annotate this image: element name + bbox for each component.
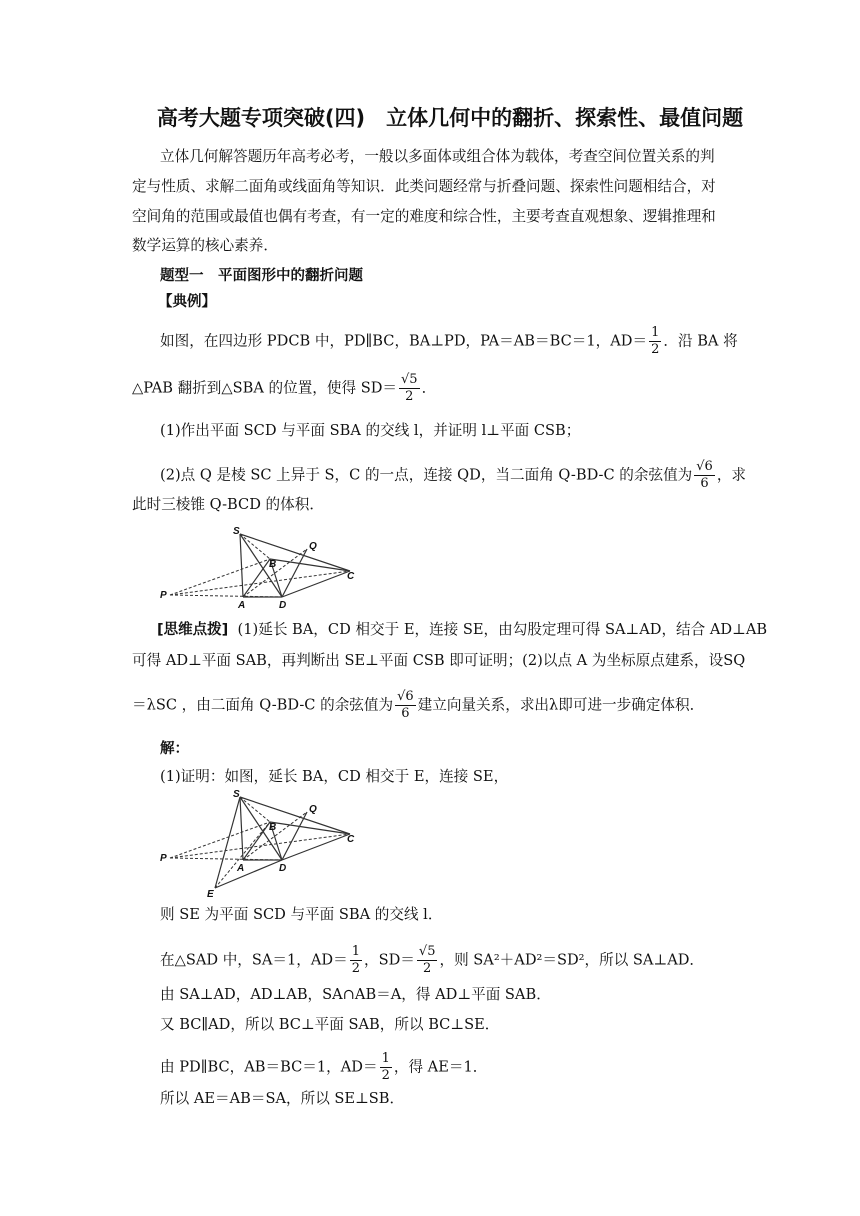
label-P: P bbox=[160, 590, 167, 601]
hint-line-2: 可得 AD⊥平面 SAB，再判断出 SE⊥平面 CSB 即可证明；(2)以点 A 为坐标原点建系，设SQ bbox=[132, 652, 746, 669]
label-Q-2: Q bbox=[309, 804, 317, 815]
question-1: (1)作出平面 SCD 与平面 SBA 的交线 l，并证明 l⊥平面 CSB； bbox=[160, 422, 581, 439]
problem-line-2: △PAB 翻折到△SBA 的位置，使得 SD＝ $\frac{√5}{2}$ ． bbox=[132, 372, 437, 404]
label-B: B bbox=[269, 559, 277, 570]
label-S: S bbox=[233, 526, 240, 537]
intro-line-4: 数学运算的核心素养． bbox=[132, 237, 278, 254]
fraction-half-2: $\frac{1}{2}$ bbox=[351, 944, 361, 976]
intro-line-2: 定与性质、求解二面角或线面角等知识．此类问题经常与折叠问题、探索性问题相结合，对 bbox=[132, 178, 716, 195]
solution-line-7: 所以 AE＝AB＝SA，所以 SE⊥SB． bbox=[160, 1090, 405, 1107]
solution-line-1: (1)证明：如图，延长 BA，CD 相交于 E，连接 SE， bbox=[160, 768, 509, 785]
fraction-half: $\frac{1}{2}$ bbox=[651, 325, 660, 357]
fraction-half-3: $\frac{1}{2}$ bbox=[381, 1051, 390, 1083]
hint-line-1: [思维点拨] (1)延长 BA，CD 相交于 E，连接 SE，由勾股定理可得 SA⊥AD，结合 AD⊥AB bbox=[157, 621, 768, 638]
example-label: 【典例】 bbox=[158, 294, 216, 310]
fraction-sqrt6-over-6: $\frac{√6}{6}$ bbox=[696, 459, 713, 491]
solution-line-4: 由 SA⊥AD，AD⊥AB，SA∩AB＝A，得 AD⊥平面 SAB． bbox=[160, 986, 551, 1003]
question-2-line-2: 此时三棱锥 Q-BCD 的体积． bbox=[132, 496, 324, 513]
solution-line-2: 则 SE 为平面 SCD 与平面 SBA 的交线 l． bbox=[160, 906, 443, 923]
label-S-2: S bbox=[233, 789, 240, 800]
problem-line-1: 如图，在四边形 PDCB 中，PD∥BC，BA⊥PD，PA＝AB＝BC＝1，AD＝ $\frac{1}{2}$ ．沿 BA 将 bbox=[160, 325, 738, 357]
solution-line-5: 又 BC∥AD，所以 BC⊥平面 SAB，所以 BC⊥SE． bbox=[160, 1016, 500, 1033]
figure-extended-pyramid bbox=[155, 785, 370, 900]
hint-label: [思维点拨] bbox=[157, 622, 229, 638]
label-C: C bbox=[347, 571, 355, 582]
fraction-sqrt6-over-6-hint: $\frac{√6}{6}$ bbox=[397, 689, 414, 721]
question-2-line-1: (2)点 Q 是棱 SC 上异于 S，C 的一点，连接 QD，当二面角 Q-BD-C 的余弦值为 $\frac{√6}{6}$ ，求 bbox=[160, 459, 747, 491]
intro-line-3: 空间角的范围或最值也偶有考查，有一定的难度和综合性，主要考查直观想象、逻辑推理和 bbox=[132, 208, 716, 225]
label-B-2: B bbox=[269, 822, 277, 833]
page-title: 高考大题专项突破(四) 立体几何中的翻折、探索性、最值问题 bbox=[156, 106, 744, 130]
figure-folded-pyramid bbox=[155, 522, 370, 612]
label-A: A bbox=[238, 600, 246, 611]
fraction-sqrt5-over-2: $\frac{√5}{2}$ bbox=[401, 372, 418, 404]
solution-label: 解： bbox=[160, 741, 189, 757]
section-heading: 题型一 平面图形中的翻折问题 bbox=[160, 268, 363, 284]
label-P-2: P bbox=[160, 853, 167, 864]
solution-line-3: 在△SAD 中，SA＝1，AD＝ $\frac{1}{2}$ ，SD＝ $\frac{√5}{2}$ ，则 SA²＋AD²＝SD²，所以 SA⊥AD． bbox=[160, 944, 705, 976]
label-Q: Q bbox=[309, 541, 317, 552]
solution-line-6: 由 PD∥BC，AB＝BC＝1，AD＝ $\frac{1}{2}$ ，得 AE＝1． bbox=[160, 1051, 488, 1083]
label-D-2: D bbox=[279, 863, 287, 874]
hint-line-3: ＝λSC ，由二面角 Q-BD-C 的余弦值为 $\frac{√6}{6}$ 建立向量关系，求出λ即可进一步确定体积． bbox=[132, 689, 705, 721]
label-D: D bbox=[279, 600, 287, 611]
intro-line-1: 立体几何解答题历年高考必考，一般以多面体或组合体为载体，考查空间位置关系的判 bbox=[160, 148, 715, 165]
label-E-2: E bbox=[207, 889, 214, 900]
fraction-sqrt5-over-2-2: $\frac{√5}{2}$ bbox=[418, 944, 436, 976]
label-A-2: A bbox=[237, 863, 245, 874]
label-C-2: C bbox=[347, 834, 355, 845]
